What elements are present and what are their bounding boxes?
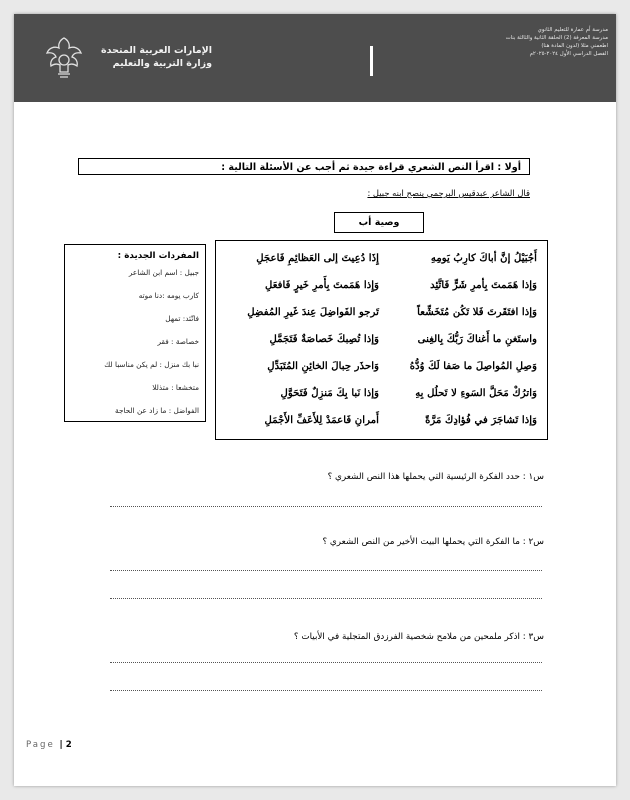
poem-verse xyxy=(216,382,549,404)
header-divider xyxy=(370,46,373,76)
question-3: س٣ : اذكر ملمحين من ملامح شخصية الفرزدق المتجلية في الأبيات ؟ xyxy=(293,632,544,642)
poem-verse xyxy=(216,328,549,350)
uae-emblem-icon xyxy=(44,34,84,80)
poem-verse xyxy=(216,301,549,323)
answer-line[interactable] xyxy=(110,570,542,571)
verse-first-hemistich: واستَغنِ ما أَغناكَ رَبُّكَ بِالغِنى xyxy=(417,333,537,345)
school-line: اطعمني مثلا (لدون المادة هنا) xyxy=(541,43,608,49)
worksheet-page xyxy=(14,14,616,786)
answer-line[interactable] xyxy=(110,662,542,663)
poem-box xyxy=(215,240,548,440)
verse-second-hemistich: إِذَا دُعِيتَ إلى العَظائِمِ فَاعجَلِ xyxy=(256,252,379,264)
poem-title: وصية أب xyxy=(334,212,424,233)
school-line: مدرسة المعرفة (2) الحلقة الثانية والثالثة بنات xyxy=(505,35,608,41)
verse-second-hemistich: وَإِذا هَمَمتَ بِأَمرِ خَيرٍ فَافعَلِ xyxy=(265,279,379,291)
school-line: مدرسة أم عمارة للتعليم الثانوي xyxy=(537,27,608,33)
verse-second-hemistich: تَرجو الفَواضِلَ عِندَ غَيرِ المُفضِلِ xyxy=(247,306,379,318)
answer-line[interactable] xyxy=(110,506,542,507)
page-number: 2 xyxy=(65,740,72,750)
question-2: س٢ : ما الفكرة التي يحملها البيت الأخير من النص الشعري ؟ xyxy=(322,537,544,547)
verse-first-hemistich: وَإذا هَمَمتَ بِأمرِ شَرٍّ فَاتَّئِد xyxy=(430,279,537,291)
answer-line[interactable] xyxy=(110,598,542,599)
ministry-name xyxy=(90,44,212,70)
task-title: أولا : اقرأ النص الشعري قراءة جيدة ثم أجب عن الأسئلة التالية : xyxy=(78,158,530,175)
vocabulary-item: جبيل : اسم ابن الشاعر xyxy=(128,268,199,277)
school-line: الفصل الدراسي الأول ٢٠٢٤-٢٠٢٥م xyxy=(529,51,608,57)
page-footer: Page | 2 xyxy=(26,740,72,750)
vocabulary-box xyxy=(64,244,206,422)
poem-verse xyxy=(216,409,549,431)
ministry-line-2: وزارة التربية والتعليم xyxy=(112,58,212,69)
vocabulary-item: متخشعا : متذللا xyxy=(152,383,199,392)
verse-first-hemistich: وَإذا تَشاجَرَ في فُؤادِكَ مَرَّةً xyxy=(425,414,537,426)
page-label: Page xyxy=(26,740,55,750)
poem-verse xyxy=(216,274,549,296)
verse-second-hemistich: وَاحذَر حِبالَ الخائِنِ المُتَبَدِّلِ xyxy=(267,360,379,372)
vocabulary-item: نبا بك منزل : لم يكن مناسبا لك xyxy=(104,360,199,369)
verse-second-hemistich: وَإذا تُصِبكَ خَصاصَةٌ فَتَجَمَّلِ xyxy=(269,333,379,345)
poem-verse xyxy=(216,355,549,377)
vocabulary-title: المفردات الجديدة : xyxy=(117,251,199,261)
vocabulary-item: الفواضل : ما زاد عن الحاجة xyxy=(115,406,199,415)
poem-verse xyxy=(216,247,549,269)
vocabulary-item: كارب يومه :دنا موته xyxy=(138,291,199,300)
verse-second-hemistich: وَإذا نَبا بِكَ مَنزِلٌ فَتَحَوَّلِ xyxy=(280,387,379,399)
verse-second-hemistich: أَمرانِ فَاعمَدْ لِلأَعَفِّ الأَجْمَلِ xyxy=(264,414,379,426)
answer-line[interactable] xyxy=(110,690,542,691)
poet-intro: قال الشاعر عبدقيس البرجمي ينصح ابنه جبيل : xyxy=(367,188,530,198)
ministry-line-1: الإمارات العربية المتحدة xyxy=(101,45,212,56)
vocabulary-item: فاتّئد: تمهل xyxy=(165,314,199,323)
verse-first-hemistich: وَاترُكْ مَحَلَّ السَوءِ لا تَحلُل بِهِ xyxy=(415,387,537,399)
verse-first-hemistich: وَصِلِ المُواصِلَ ما صَفا لَكَ وُدُّهُ xyxy=(409,360,537,372)
page-header xyxy=(14,14,616,102)
question-1: س١ : حدد الفكرة الرئيسية التي يحملها هذا النص الشعري ؟ xyxy=(327,472,544,482)
verse-first-hemistich: أَجُبَيْلُ إنَّ أباكَ كارِبُ يَومِهِ xyxy=(430,252,537,264)
verse-first-hemistich: وَإذا افتَقَرتَ فَلا تَكُن مُتَخَشِّعاً xyxy=(417,306,537,318)
vocabulary-item: خصاصة : فقر xyxy=(157,337,199,346)
school-info xyxy=(434,26,608,58)
